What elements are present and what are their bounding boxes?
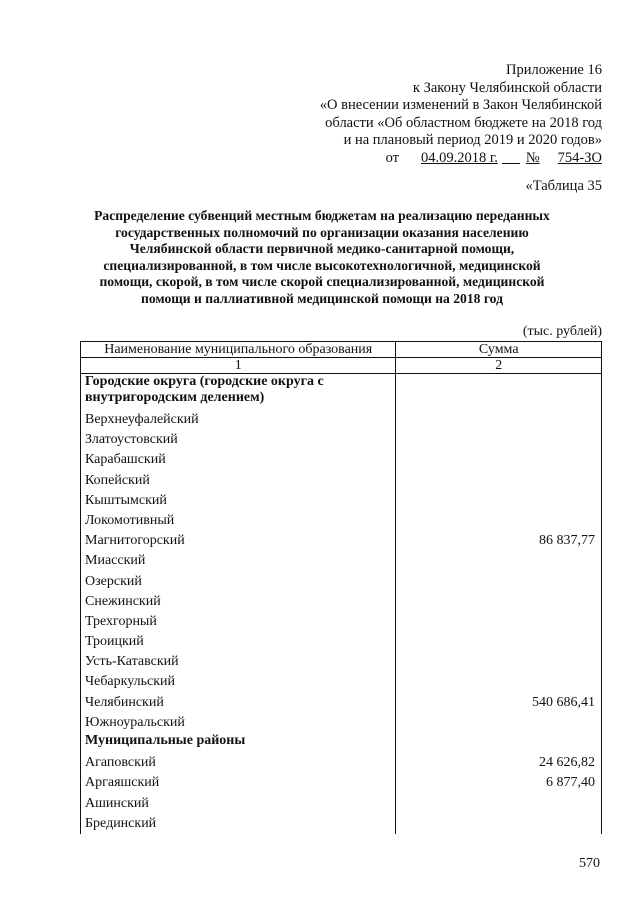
- municipality-name: Брединский: [81, 814, 396, 834]
- table-row: [81, 814, 602, 834]
- subvention-amount: [396, 652, 602, 672]
- subvention-amount: [396, 612, 602, 632]
- municipality-name: Южноуральский: [81, 713, 396, 733]
- section-heading: Городские округа (городские округа с внутригородским делением): [81, 374, 396, 411]
- number-sign: №: [525, 149, 540, 166]
- section-row: [81, 733, 602, 753]
- table-row: [81, 450, 602, 470]
- table-row: [81, 531, 602, 551]
- table-label: «Таблица 35: [525, 178, 602, 194]
- law-reference-line: к Закону Челябинской области: [412, 79, 602, 96]
- table-row: [81, 672, 602, 692]
- ref-prefix: от: [385, 149, 400, 166]
- municipality-name: Верхнеуфалейский: [81, 410, 396, 430]
- municipality-name: Ашинский: [81, 794, 396, 814]
- subvention-amount: [396, 592, 602, 612]
- table-row: [81, 471, 602, 491]
- law-date-number-line: [242, 150, 602, 168]
- section-row: [81, 374, 602, 411]
- subvention-amount: 540 686,41: [396, 693, 602, 713]
- table-row: [81, 652, 602, 672]
- table-row: [81, 592, 602, 612]
- law-title-line-2: области «Об областном бюджете на 2018 год: [325, 114, 602, 131]
- subvention-amount: [396, 450, 602, 470]
- municipality-name: Челябинский: [81, 693, 396, 713]
- subvention-amount: [396, 410, 602, 430]
- column-header-name: Наименование муниципального образования: [81, 342, 396, 358]
- law-title-line-1: «О внесении изменений в Закон Челябинской: [319, 97, 602, 113]
- subvention-amount: [396, 471, 602, 491]
- table-header-row: [81, 342, 602, 358]
- subvention-amount: [396, 551, 602, 571]
- table-row: [81, 511, 602, 531]
- municipality-name: Чебаркульский: [81, 672, 396, 692]
- municipality-name: Златоустовский: [81, 430, 396, 450]
- subvention-amount: 24 626,82: [396, 753, 602, 773]
- appendix-header: [242, 62, 602, 167]
- subvention-amount: [396, 713, 602, 733]
- document-title: Распределение субвенций местным бюджетам на реализацию переданных государственных полномочий по организации оказания населению Челябинской области первичной медико-санитарной помощи, специализированной, в том числе высокотехнологичной, медицинской помощи, скорой, в том числе скорой специализированной, медицинской помощи и паллиативной медицинской помощи на 2018 год: [94, 208, 550, 306]
- municipality-name: Карабашский: [81, 450, 396, 470]
- subvention-amount: [396, 632, 602, 652]
- subvention-amount: [396, 794, 602, 814]
- table-row: [81, 713, 602, 733]
- table-row: [81, 753, 602, 773]
- section-heading: Муниципальные районы: [81, 733, 396, 753]
- municipality-name: Трехгорный: [81, 612, 396, 632]
- subvention-amount: [396, 672, 602, 692]
- table-row: [81, 551, 602, 571]
- municipality-name: Озерский: [81, 572, 396, 592]
- table-row: [81, 693, 602, 713]
- municipality-name: Магнитогорский: [81, 531, 396, 551]
- subvention-amount: [396, 430, 602, 450]
- subvention-amount: [396, 572, 602, 592]
- municipality-name: Усть-Катавский: [81, 652, 396, 672]
- table-row: [81, 773, 602, 793]
- column-header-sum: Сумма: [396, 342, 602, 358]
- table-row: [81, 430, 602, 450]
- table-row: [81, 632, 602, 652]
- municipality-name: Троицкий: [81, 632, 396, 652]
- municipality-name: Копейский: [81, 471, 396, 491]
- units-label: (тыс. рублей): [522, 324, 602, 339]
- subvention-amount: [396, 374, 602, 411]
- law-title-line-3: и на плановый период 2019 и 2020 годов»: [343, 132, 602, 148]
- column-number-1: 1: [81, 358, 396, 374]
- subvention-amount: 86 837,77: [396, 531, 602, 551]
- column-number-2: 2: [396, 358, 602, 374]
- municipality-name: Миасский: [81, 551, 396, 571]
- underline-blank: [502, 150, 520, 164]
- subvention-amount: [396, 511, 602, 531]
- table-row: [81, 612, 602, 632]
- municipality-name: Аргаяшский: [81, 773, 396, 793]
- municipality-name: Кыштымский: [81, 491, 396, 511]
- page-number: 570: [579, 856, 600, 871]
- table-column-numbers-row: [81, 358, 602, 374]
- subvention-amount: [396, 814, 602, 834]
- table-row: [81, 410, 602, 430]
- law-date: 04.09.2018 г.: [421, 149, 498, 166]
- municipality-name: Агаповский: [81, 753, 396, 773]
- table-body: [81, 374, 602, 834]
- table-row: [81, 572, 602, 592]
- appendix-number: Приложение 16: [506, 62, 602, 78]
- table-row: [81, 794, 602, 814]
- subvention-amount: [396, 491, 602, 511]
- subvention-amount: 6 877,40: [396, 773, 602, 793]
- municipality-name: Снежинский: [81, 592, 396, 612]
- subvention-table: [80, 341, 602, 834]
- subvention-amount: [396, 733, 602, 753]
- table-row: [81, 491, 602, 511]
- municipality-name: Локомотивный: [81, 511, 396, 531]
- law-number: 754-ЗО: [557, 149, 602, 166]
